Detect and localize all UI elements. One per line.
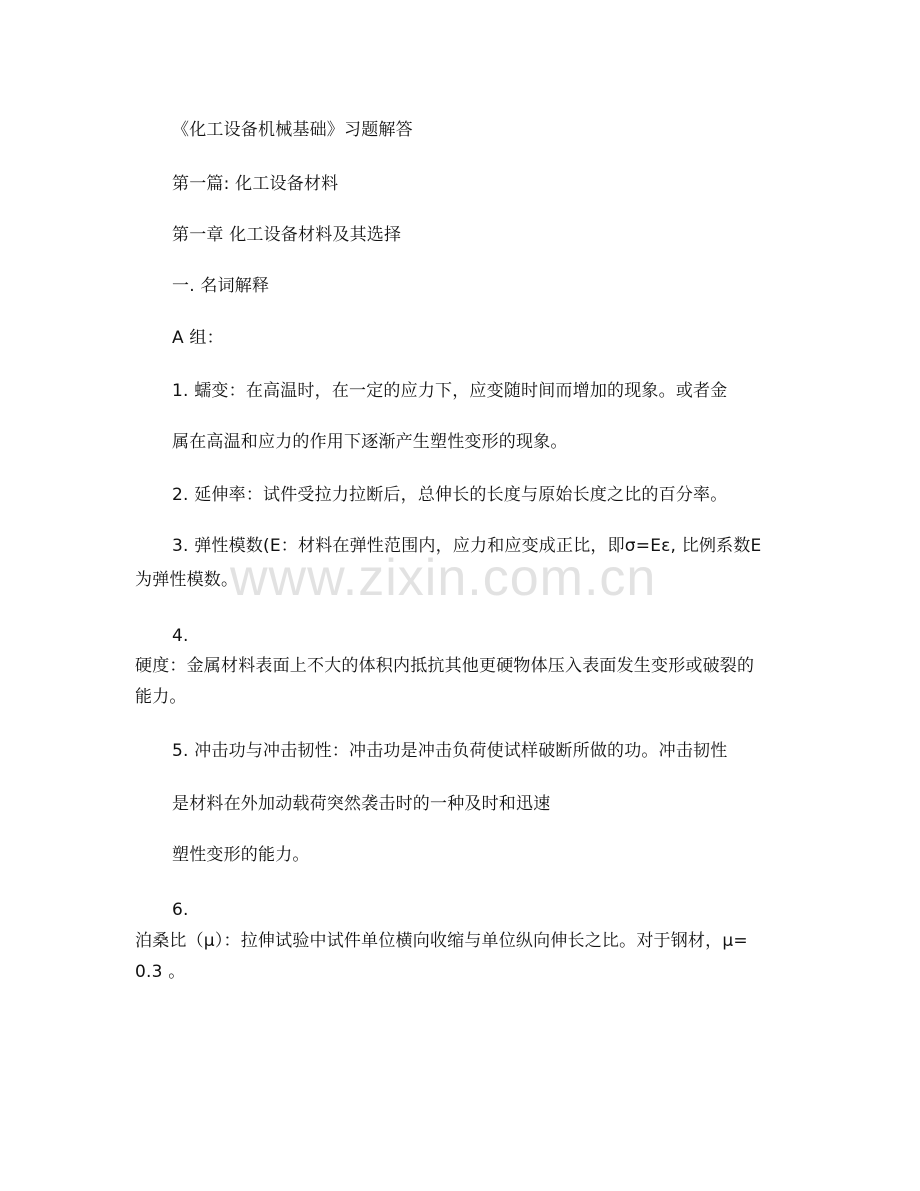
term-hardness-line2: 能力。 (135, 687, 187, 707)
term-elastic-modulus-line2: 为弹性模数。 (135, 570, 239, 590)
term-creep-line1: 1. 蠕变：在高温时，在一定的应力下，应变随时间而增加的现象。或者金 (172, 381, 728, 401)
term-hardness-number: 4. (172, 626, 189, 646)
term-creep-line2: 属在高温和应力的作用下逐渐产生塑性变形的现象。 (172, 432, 568, 452)
term-impact-line2: 是材料在外加动载荷突然袭击时的一种及时和迅速 (172, 794, 551, 814)
group-label: A 组： (172, 328, 224, 348)
term-hardness-line1: 硬度：金属材料表面上不大的体积内抵抗其他更硬物体压入表面发生变形或破裂的 (135, 656, 755, 676)
chapter-heading: 第一章 化工设备材料及其选择 (172, 225, 402, 245)
term-elastic-modulus-line1: 3. 弹性模数(E：材料在弹性范围内，应力和应变成正比，即σ=Eε, 比例系数E (172, 536, 762, 556)
term-impact-line3: 塑性变形的能力。 (172, 845, 310, 865)
document-title: 《化工设备机械基础》习题解答 (172, 120, 413, 140)
term-elongation: 2. 延伸率：试件受拉力拉断后，总伸长的长度与原始长度之比的百分率。 (172, 485, 728, 505)
term-poisson-line1: 泊桑比（μ）：拉伸试验中试件单位横向收缩与单位纵向伸长之比。对于钢材，μ= (135, 931, 748, 951)
term-poisson-number: 6. (172, 900, 189, 920)
watermark-text: www.zixin.com.cn (230, 549, 657, 607)
term-poisson-line2: 0.3 。 (135, 962, 186, 982)
section-heading: 一. 名词解释 (172, 276, 270, 296)
part-heading: 第一篇: 化工设备材料 (172, 174, 339, 194)
term-impact-line1: 5. 冲击功与冲击韧性：冲击功是冲击负荷使试样破断所做的功。冲击韧性 (172, 741, 728, 761)
